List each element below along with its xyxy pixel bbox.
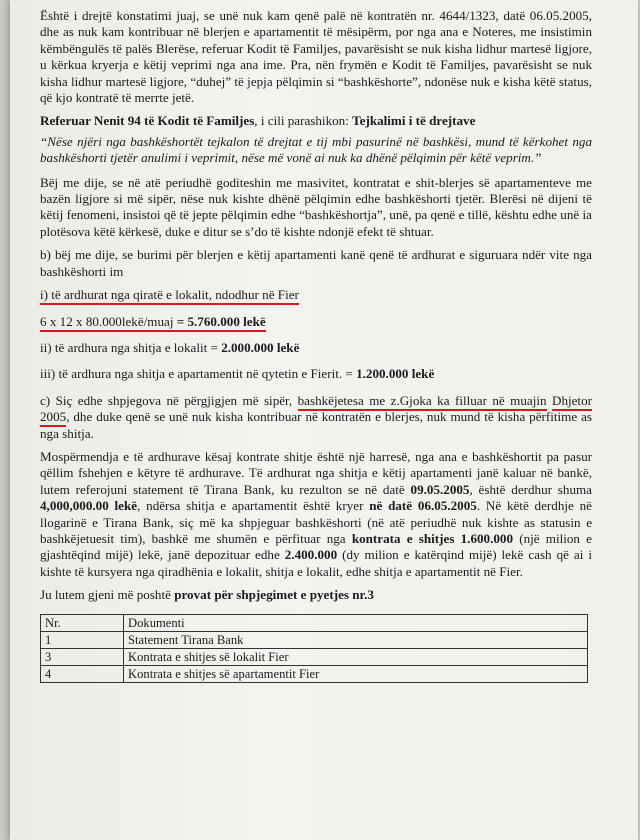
table-cell-nr: 1 bbox=[41, 631, 124, 648]
paragraph-bank bbox=[40, 449, 592, 580]
paragraph-intro: Është i drejtë konstatimi juaj, se unë nuk kam qenë palë në kontratën nr. 4644/1323, datë 06.05.2005, dhe as nuk kam kontribuar në blerjen e apartamentit të mësipërm, por nga ana e Noteres, me insistimin këmbëngulës të palës Blerëse, referuar Kodit të Familjes, pavarësisht se nuk kisha lidhur martesë ligjore, u kërkua kryerja e këtij veprimi nga ana ime. Pra, nën frymën e Kodit të Familjes, pavarësisht se nuk kisha lidhur martesë ligjore, “duhej” të jepja pëlqimin si “bashkëshorte”, ndonëse nuk e kisha këtë status, që kjo kontratë të merrte jetë. bbox=[40, 8, 592, 106]
section-heading-connector: , i cili parashikon: bbox=[254, 113, 353, 129]
item-ii bbox=[40, 340, 592, 356]
bank-text-4: . Në këtë derdhje në llogarinë e Tirana Bank, siç më ka shpjeguar bashkëshorti (në atë periudhë nuk kishte as statusin e bashkëjetuesit tim), bashkë me shumën e përfituar nga bbox=[40, 498, 592, 546]
calculation-line bbox=[40, 314, 592, 330]
item-iii bbox=[40, 366, 592, 382]
table-cell-document: Kontrata e shitjes së lokalit Fier bbox=[124, 648, 588, 665]
table-cell-document: Kontrata e shitjes së apartamentit Fier bbox=[124, 665, 588, 682]
bank-text-3: , ndërsa shitja e apartamentit është kryer bbox=[137, 498, 370, 514]
bank-cash-amount: 2.400.000 bbox=[284, 547, 338, 563]
item-i-text: i) të ardhurat nga qiratë e lokalit, ndodhur në Fier bbox=[40, 287, 299, 305]
table-header-nr: Nr. bbox=[41, 614, 124, 631]
paragraph-b: b) bëj me dije, se burimi për blerjen e këtij apartamenti kanë qenë të ardhurat e siguruara ndër vite nga bashkëshorti im bbox=[40, 247, 592, 279]
item-ii-text: ii) të ardhura nga shitja e lokalit = bbox=[40, 339, 222, 355]
document-content bbox=[40, 8, 592, 683]
evidence-bold: provat për shpjegimet e pyetjes nr.3 bbox=[174, 587, 374, 603]
item-iii-text: iii) të ardhura nga shitja e apartamentit në qytetin e Fierit. = bbox=[40, 366, 357, 382]
table-row bbox=[41, 631, 588, 648]
bank-text-2: , është derdhur shuma bbox=[469, 481, 592, 497]
bank-date-2: në datë 06.05.2005 bbox=[369, 498, 477, 514]
paragraph-c-underline-1: bashkëjetesa me z.Gjoka ka filluar në muajin bbox=[298, 393, 547, 411]
bank-date-1: 09.05.2005 bbox=[410, 481, 470, 497]
section-heading bbox=[40, 113, 592, 129]
table-cell-nr: 3 bbox=[41, 648, 124, 665]
bank-contract-amount: kontrata e shitjes 1.600.000 bbox=[351, 530, 514, 546]
paragraph-context: Bëj me dije, se në atë periudhë goditeshin me masivitet, kontratat e shit-blerjes së apartamenteve me bazën ligjore si më sipër, nëse nuk kishte dhënë pëlqimin edhe bashkëshorti tjetër. Blerësi në dijeni të këtij fenomeni, insistoi që të jepte pëlqimin edhe “bashkëshortja”, unë, pa qenë e tillë, kështu edhe unë ia plotësova këtë kërkesë, duke e ditur se s’do të kishte ndonjë efekt të shtuar. bbox=[40, 174, 592, 239]
calculation-formula: 6 x 12 x 80.000lekë/muaj bbox=[40, 313, 177, 329]
bank-text-5: (një milion e gjashtëqind mijë) lekë, janë depozituar edhe bbox=[40, 530, 592, 563]
paragraph-c-intro: c) Siç edhe shpjegova në përgjigjen më sipër, bbox=[40, 392, 298, 408]
document-page bbox=[10, 0, 638, 840]
calculation-text bbox=[40, 314, 266, 332]
paragraph-c-rest: , dhe duke qenë se unë nuk kisha kontribuar në kontratën e blerjes, nuk mund të kisha përfitime as nga shitja. bbox=[40, 409, 592, 441]
calculation-total: = 5.760.000 lekë bbox=[176, 313, 266, 329]
bank-amount-1: 4,000,000.00 lekë bbox=[40, 498, 138, 514]
paragraph-evidence bbox=[40, 587, 592, 603]
paragraph-c bbox=[40, 393, 592, 442]
section-heading-article: Referuar Nenit 94 të Kodit të Familjes bbox=[40, 113, 255, 129]
item-iii-amount: 1.200.000 lekë bbox=[356, 366, 435, 382]
item-i bbox=[40, 287, 592, 303]
table-cell-nr: 4 bbox=[41, 665, 124, 682]
bank-text-1: Mospërmendja e të ardhurave kësaj kontrate shitje është një harresë, nga ana e bashkëshortit pa pasur qëllim fshehjen e këtyre të ardhurave. Të ardhurat nga shitja e këtij apartamenti janë kaluar në bankë, lutem referojuni statement të Tirana Bank, ku rezulton se në datë bbox=[40, 448, 592, 497]
paragraph-c-underline-2: Dhjetor 2005 bbox=[40, 393, 592, 427]
item-ii-amount: 2.000.000 lekë bbox=[221, 339, 300, 355]
table-header-document: Dokumenti bbox=[124, 614, 588, 631]
section-heading-topic: Tejkalimi i të drejtave bbox=[352, 113, 476, 129]
table-header-row bbox=[41, 614, 588, 631]
legal-quote: “Nëse njëri nga bashkëshortët tejkalon të drejtat e tij mbi pasurinë në bashkësi, mund të kërkohet nga bashkëshorti tjetër anulimi i veprimit, nëse më vonë ai nuk ka dhënë pëlqimin për këtë veprim.” bbox=[40, 133, 592, 166]
evidence-text: Ju lutem gjeni më poshtë bbox=[40, 587, 175, 603]
table-cell-document: Statement Tirana Bank bbox=[124, 631, 588, 648]
table-row bbox=[41, 648, 588, 665]
table-row bbox=[41, 665, 588, 682]
bank-text-6: (dy milion e katërqind mijë) lekë cash që ai i kishte të kursyera nga qiradhënia e lokalit, shitja e lokalit, edhe shitja e apartamentit në Fier. bbox=[40, 547, 592, 579]
documents-table bbox=[40, 614, 588, 683]
